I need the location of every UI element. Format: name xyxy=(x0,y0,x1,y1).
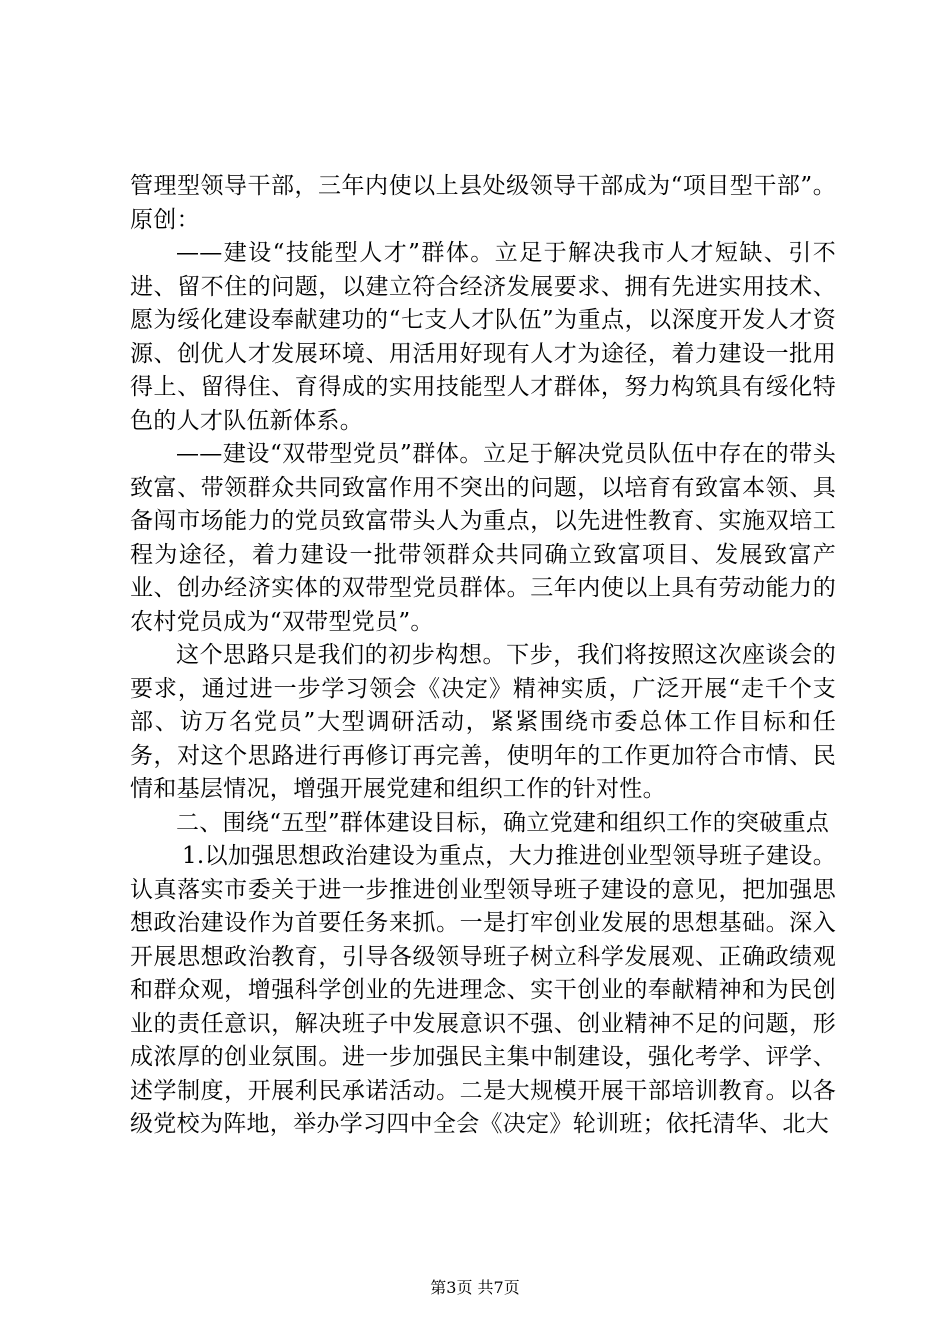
paragraph-continuation: 管理型领导干部，三年内使以上县处级领导干部成为“项目型干部”。原创： xyxy=(130,173,836,233)
paragraph-initial-concept: 这个思路只是我们的初步构想。下步，我们将按照这次座谈会的要求，通过进一步学习领会《决定》精神实质，广泛开展“走千个支部、访万名党员”大型调研活动，紧紧围绕市委总体工作目标和任务，对这个思路进行再修订再完善，使明年的工作更加符合市情、民情和基层情况，增强开展党建和组织工作的针对性。 xyxy=(130,642,836,802)
page-footer xyxy=(0,1278,950,1298)
page-number-label: 第3页 共7页 xyxy=(430,1278,520,1297)
section-heading-two: 二、围绕“五型”群体建设目标，确立党建和组织工作的突破重点 xyxy=(176,809,830,836)
paragraph-skilled-talent: ——建设“技能型人才”群体。立足于解决我市人才短缺、引不进、留不住的问题，以建立符合经济发展要求、拥有先进实用技术、愿为绥化建设奉献建功的“七支人才队伍”为重点，以深度开发人才资源、创优人才发展环境、用活用好现有人才为途径，着力建设一批用得上、留得住、育得成的实用技能型人才群体，努力构筑具有绥化特色的人才队伍新体系。 xyxy=(130,240,836,434)
paragraph-dual-party-member: ——建设“双带型党员”群体。立足于解决党员队伍中存在的带头致富、带领群众共同致富作用不突出的问题，以培育有致富本领、具备闯市场能力的党员致富带头人为重点，以先进性教育、实施双培工程为途径，着力建设一批带领群众共同确立致富项目、发展致富产业、创办经济实体的双带型党员群体。三年内使以上具有劳动能力的农村党员成为“双带型党员”。 xyxy=(130,441,836,635)
paragraph-item-one: 1.以加强思想政治建设为重点，大力推进创业型领导班子建设。认真落实市委关于进一步推进创业型领导班子建设的意见，把加强思想政治建设作为首要任务来抓。一是打牢创业发展的思想基础。深入开展思想政治教育，引导各级领导班子树立科学发展观、正确政绩观和群众观，增强科学创业的先进理念、实干创业的奉献精神和为民创业的责任意识，解决班子中发展意识不强、创业精神不足的问题，形成浓厚的创业氛围。进一步加强民主集中制建设，强化考学、评学、述学制度，开展利民承诺活动。二是大规模开展干部培训教育。以各级党校为阵地，举办学习四中全会《决定》轮训班；依托清华、北大 xyxy=(130,843,836,1137)
document-body xyxy=(130,170,836,1142)
